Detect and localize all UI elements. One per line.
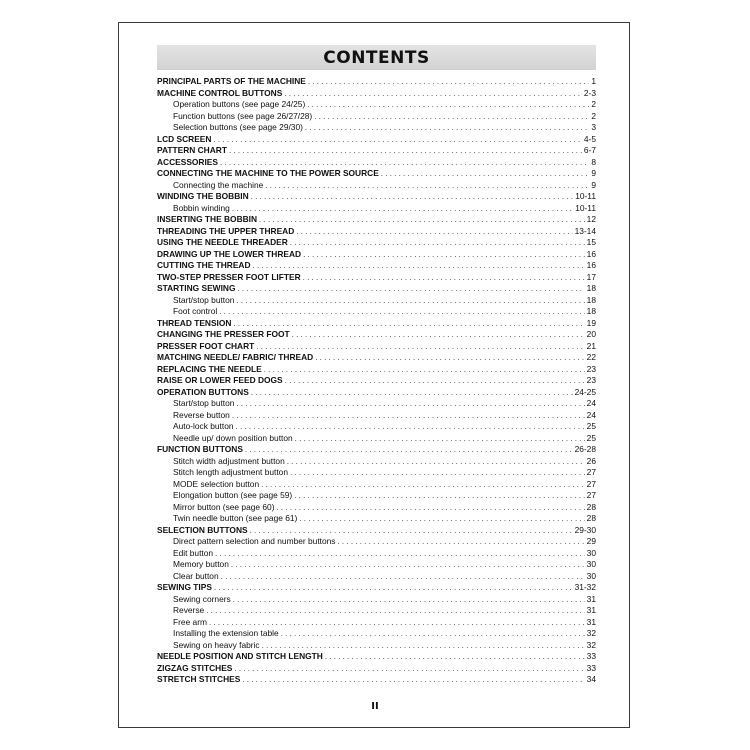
toc-subentry [157,306,596,318]
dot-leader [303,249,585,261]
page-number: II [371,701,379,712]
toc-entry [157,329,596,341]
toc-entry [157,341,596,353]
toc-subentry [157,628,596,640]
toc-entry-title: Stitch width adjustment button [173,455,285,466]
toc-entry-title: Elongation button (see page 59) [173,490,293,500]
dot-leader [290,467,585,479]
toc-entry [157,651,596,663]
toc-entry-page: 9 [591,179,596,190]
dot-leader [264,364,585,376]
toc-entry-title: Foot control [173,306,218,316]
toc-entry-title: THREADING THE UPPER THREAD [157,225,295,236]
dot-leader [315,352,584,364]
toc-subentry [157,122,596,134]
toc-entry [157,387,596,399]
table-of-contents [157,76,596,686]
toc-entry-page: 26 [586,455,596,466]
toc-subentry [157,433,596,445]
toc-entry-title: RAISE OR LOWER FEED DOGS [157,375,283,385]
toc-subentry [157,571,596,583]
toc-entry-title: Needle up/ down position button [173,432,293,443]
dot-leader [325,651,585,663]
toc-entry-title: Reverse button [173,409,230,420]
dot-leader [231,559,585,571]
toc-entry-title: NEEDLE POSITION AND STITCH LENGTH [157,651,323,661]
toc-entry-title: SELECTION BUTTONS [157,524,248,535]
dot-leader [381,168,590,180]
toc-entry [157,364,596,376]
toc-entry-page: 28 [586,501,596,512]
toc-entry-page: 24 [586,398,596,408]
toc-entry-page: 10-11 [575,191,596,201]
toc-entry-title: Connecting the machine [173,179,264,190]
toc-entry-title: CONNECTING THE MACHINE TO THE POWER SOURCE [157,168,379,178]
toc-entry [157,444,596,456]
dot-leader [285,375,585,387]
toc-entry [157,582,596,594]
dot-leader [294,490,584,502]
toc-entry-title: PRESSER FOOT CHART [157,340,255,351]
toc-subentry [157,594,596,606]
toc-entry-page: 13-14 [574,225,596,236]
dot-leader [256,341,584,353]
toc-entry [157,88,596,100]
dot-leader [259,214,585,226]
dot-leader [308,76,589,88]
toc-entry [157,157,596,169]
dot-leader [236,295,584,307]
dot-leader [265,180,589,192]
toc-entry-title: Edit button [173,547,214,558]
dot-leader [290,237,585,249]
dot-leader [253,260,585,272]
toc-entry-page: 31 [586,593,596,604]
toc-entry-title: INSERTING THE BOBBIN [157,214,258,224]
toc-entry-page: 31-32 [574,582,596,592]
toc-entry-page: 24 [586,409,596,420]
toc-subentry [157,398,596,410]
toc-subentry [157,548,596,560]
dot-leader [229,145,582,157]
toc-entry-title: USING THE NEEDLE THREADER [157,237,288,247]
toc-entry-title: STARTING SEWING [157,283,236,293]
dot-leader [236,398,584,410]
dot-leader [296,226,572,238]
toc-entry-page: 21 [586,340,596,351]
toc-entry-title: LCD SCREEN [157,133,212,144]
title-banner [157,45,596,70]
toc-subentry [157,617,596,629]
toc-entry-page: 1 [591,76,596,86]
toc-entry-page: 31 [586,616,596,627]
toc-entry [157,134,596,146]
toc-entry-title: Reverse [173,605,205,615]
dot-leader [206,605,584,617]
dot-leader [234,663,584,675]
toc-entry [157,168,596,180]
toc-subentry [157,203,596,215]
toc-subentry [157,295,596,307]
toc-entry-page: 8 [591,156,596,167]
dot-leader [251,387,573,399]
toc-entry-page: 27 [586,490,596,500]
toc-entry-page: 12 [586,214,596,224]
toc-entry-page: 2-3 [583,87,596,98]
toc-entry-title: MACHINE CONTROL BUTTONS [157,87,283,98]
toc-entry-page: 23 [586,363,596,374]
toc-entry-page: 29-30 [574,524,596,535]
toc-entry-title: DRAWING UP THE LOWER THREAD [157,248,302,259]
toc-subentry [157,467,596,479]
dot-leader [245,444,573,456]
toc-entry [157,272,596,284]
toc-entry-title: REPLACING THE NEEDLE [157,363,262,374]
toc-entry [157,145,596,157]
toc-entry-page: 24-25 [574,386,596,397]
toc-entry-title: ZIGZAG STITCHES [157,662,233,673]
toc-subentry [157,513,596,525]
dot-leader [236,421,585,433]
toc-subentry [157,456,596,468]
toc-entry-title: Start/stop button [173,398,235,408]
dot-leader [303,272,585,284]
dot-leader [284,88,582,100]
toc-entry [157,525,596,537]
page-title: CONTENTS [323,47,430,68]
dot-leader [295,433,585,445]
dot-leader [214,582,573,594]
toc-entry-title: PATTERN CHART [157,145,227,155]
toc-entry-title: ACCESSORIES [157,156,218,167]
dot-leader [307,99,589,111]
toc-entry-title: WINDING THE BOBBIN [157,191,249,201]
dot-leader [299,513,584,525]
toc-subentry [157,559,596,571]
toc-entry-title: CHANGING THE PRESSER FOOT [157,329,290,339]
toc-entry-page: 18 [586,306,596,316]
toc-entry-page: 18 [586,283,596,293]
toc-entry-title: Clear button [173,570,219,581]
toc-entry-page: 10-11 [575,202,596,213]
dot-leader [292,329,585,341]
toc-entry-page: 22 [586,352,596,362]
toc-entry-title: FUNCTION BUTTONS [157,444,243,454]
toc-entry-page: 32 [586,639,596,650]
toc-subentry [157,410,596,422]
toc-entry [157,352,596,364]
dot-leader [261,479,585,491]
toc-entry [157,237,596,249]
toc-entry-title: Start/stop button [173,294,235,305]
toc-entry-title: THREAD TENSION [157,317,232,328]
toc-entry-page: 16 [586,248,596,259]
toc-subentry [157,111,596,123]
dot-leader [314,111,589,123]
toc-entry-page: 2 [591,99,596,109]
toc-subentry [157,180,596,192]
dot-leader [287,456,585,468]
toc-entry-title: Selection buttons (see page 29/30) [173,122,303,132]
toc-entry-page: 2 [591,110,596,121]
toc-entry-page: 25 [586,432,596,443]
toc-entry-page: 25 [586,421,596,431]
toc-entry-page: 30 [586,547,596,558]
toc-subentry [157,490,596,502]
toc-entry-title: SEWING TIPS [157,582,212,592]
toc-entry-page: 27 [586,467,596,477]
toc-subentry [157,640,596,652]
toc-entry-page: 23 [586,375,596,385]
toc-entry-title: Auto-lock button [173,421,234,431]
toc-entry-page: 30 [586,570,596,581]
dot-leader [251,191,574,203]
toc-entry-title: Mirror button (see page 60) [173,501,275,512]
dot-leader [232,203,573,215]
toc-entry-title: STRETCH STITCHES [157,674,241,684]
toc-entry-title: Direct pattern selection and number buttons [173,536,336,546]
toc-entry-title: TWO-STEP PRESSER FOOT LIFTER [157,271,301,282]
toc-entry-page: 26-28 [574,444,596,454]
toc-entry [157,283,596,295]
toc-entry-page: 33 [586,662,596,673]
toc-entry-title: CUTTING THE THREAD [157,260,251,270]
toc-entry-title: OPERATION BUTTONS [157,386,249,397]
toc-entry-page: 16 [586,260,596,270]
toc-entry-title: Sewing on heavy fabric [173,639,260,650]
toc-entry-page: 33 [586,651,596,661]
toc-entry-page: 27 [586,478,596,489]
toc-subentry [157,605,596,617]
dot-leader [242,674,584,686]
toc-entry [157,76,596,88]
dot-leader [213,134,581,146]
toc-subentry [157,421,596,433]
toc-entry-title: Function buttons (see page 26/27/28) [173,110,313,121]
toc-entry-page: 32 [586,628,596,638]
toc-entry [157,249,596,261]
dot-leader [262,640,585,652]
dot-leader [250,525,573,537]
toc-entry-page: 4-5 [583,133,596,144]
toc-entry [157,674,596,686]
toc-entry-title: MODE selection button [173,478,260,489]
toc-entry-page: 6-7 [583,145,596,155]
dot-leader [233,594,585,606]
toc-entry-title: Bobbin winding [173,202,230,213]
toc-entry-page: 20 [586,329,596,339]
toc-entry [157,226,596,238]
dot-leader [215,548,585,560]
toc-entry [157,260,596,272]
toc-entry-title: Twin needle button (see page 61) [173,513,298,523]
dot-leader [232,410,585,422]
toc-entry-page: 15 [586,237,596,247]
dot-leader [276,502,584,514]
dot-leader [209,617,585,629]
dot-leader [237,283,584,295]
toc-entry-title: PRINCIPAL PARTS OF THE MACHINE [157,76,306,86]
dot-leader [219,306,584,318]
dot-leader [221,571,585,583]
toc-entry-title: Operation buttons (see page 24/25) [173,99,306,109]
toc-entry-page: 9 [591,168,596,178]
dot-leader [337,536,584,548]
dot-leader [220,157,589,169]
toc-entry-title: Installing the extension table [173,628,279,638]
toc-entry-title: Free arm [173,616,207,627]
toc-entry [157,318,596,330]
toc-subentry [157,536,596,548]
toc-entry-page: 29 [586,536,596,546]
toc-entry-page: 30 [586,559,596,569]
toc-entry-title: Stitch length adjustment button [173,467,288,477]
toc-subentry [157,502,596,514]
dot-leader [305,122,589,134]
toc-entry [157,191,596,203]
toc-subentry [157,479,596,491]
toc-entry [157,375,596,387]
toc-entry [157,663,596,675]
toc-entry-title: Memory button [173,559,229,569]
dot-leader [281,628,585,640]
toc-subentry [157,99,596,111]
toc-entry [157,214,596,226]
toc-entry-title: Sewing corners [173,593,231,604]
toc-entry-page: 28 [586,513,596,523]
toc-entry-title: MATCHING NEEDLE/ FABRIC/ THREAD [157,352,314,362]
dot-leader [233,318,584,330]
toc-entry-page: 19 [586,317,596,328]
toc-entry-page: 34 [586,674,596,684]
toc-entry-page: 31 [586,605,596,615]
toc-entry-page: 18 [586,294,596,305]
toc-entry-page: 3 [591,122,596,132]
toc-entry-page: 17 [586,271,596,282]
